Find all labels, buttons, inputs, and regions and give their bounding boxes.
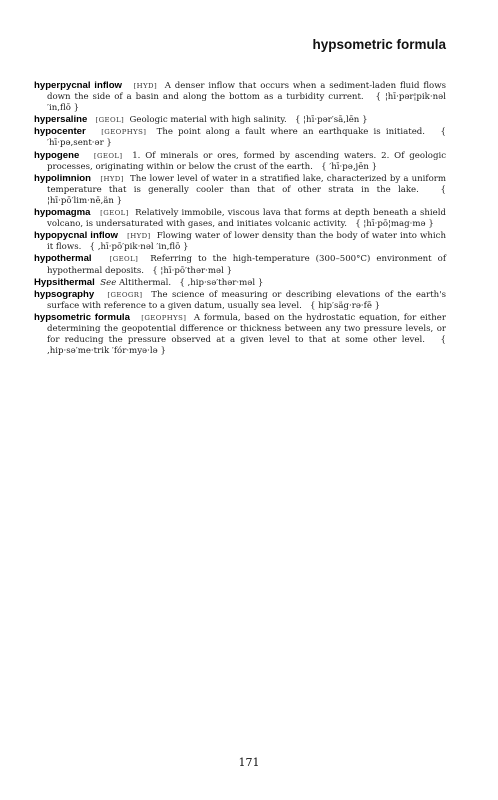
entry-hypsography xyxy=(34,289,446,312)
headword: hypolimnion xyxy=(34,172,92,184)
entry-hypolimnion xyxy=(34,173,446,207)
headword: hypersaline xyxy=(34,114,88,126)
definition: 1. Of minerals or ores, formed by ascending waters. 2. Of geologic processes, originating within or below the crust of the earth. xyxy=(47,150,447,172)
pronunciation: { ′hī·pə‚jēn } xyxy=(321,161,378,172)
cross-reference-target: Altithermal. xyxy=(119,277,172,288)
entry-hypomagma xyxy=(34,207,446,230)
headword: hypsometric formula xyxy=(34,311,130,323)
field-label: [GEOGR] xyxy=(107,290,143,299)
page-number: 171 xyxy=(238,756,260,769)
definition: The lower level of water in a stratified lake, characterized by a uniform temperature that is generally cooler than that of other strata in the lake. xyxy=(47,173,447,195)
pronunciation: { ¦hī·pō′lim·nē‚än } xyxy=(47,184,447,206)
field-label: [GEOL] xyxy=(95,116,125,125)
headword: hypogene xyxy=(34,149,80,161)
entry-hyperpycnal-inflow xyxy=(34,80,446,114)
cross-reference-label: See xyxy=(100,277,117,288)
definition: A formula, based on the hydrostatic equation, for either determining the geopotential difference or thickness between any two pressure levels, or for reducing the pressure observed at a given level to that at some other level. xyxy=(47,312,446,346)
pronunciation: { ¦hī·pō¦mag·mə } xyxy=(355,219,434,230)
pronunciation: { ′hī·pə‚sent·ər } xyxy=(47,127,446,149)
field-label: [HYD] xyxy=(100,174,124,183)
field-label: [HYD] xyxy=(133,82,158,90)
definition: Geologic material with high salinity. xyxy=(129,115,287,126)
headword: hypocenter xyxy=(34,126,86,138)
entry-hypsithermal xyxy=(34,277,446,289)
entry-hypopycnal-inflow xyxy=(34,230,446,253)
headword: hypomagma xyxy=(34,207,91,219)
field-label: [GEOL] xyxy=(100,209,129,218)
definition: Referring to the high-temperature (300–500°C) environment of hypothermal deposits. xyxy=(47,254,447,276)
headword: hyperpycnal inflow xyxy=(34,80,123,91)
pronunciation: { ‚hī·pō′pik·nəl ′in‚flō } xyxy=(89,242,189,253)
entry-hypothermal xyxy=(34,253,446,276)
pronunciation: { ¦hī·pər¦pik·nəl ′in‚flō } xyxy=(47,92,446,114)
definition: Relatively immobile, viscous lava that forms at depth beneath a shield volcano, is undersaturated with gases, and initiates volcanic activity. xyxy=(47,208,446,230)
pronunciation: { ‚hip·sə′me·trik ′fór·myə·lə } xyxy=(47,335,446,357)
running-head: hypsometric formula xyxy=(312,37,446,52)
entry-list xyxy=(34,80,446,357)
field-label: [GEOPHYS] xyxy=(141,313,187,322)
headword: hypsography xyxy=(34,288,95,300)
field-label: [GEOL] xyxy=(93,151,123,160)
definition: Flowing water of lower density than the body of water into which it flows. xyxy=(47,231,447,253)
headword: hypothermal xyxy=(34,253,92,265)
pronunciation: { ¦hī·pər′sā‚lēn } xyxy=(294,115,368,126)
field-label: [HYD] xyxy=(127,232,151,241)
definition: The science of measuring or describing elevations of the earth's surface with reference to a given datum, usually sea level. xyxy=(47,289,446,311)
headword: hypopycnal inflow xyxy=(34,230,119,242)
pronunciation: { ‚hip·sə′thər·məl } xyxy=(179,277,264,288)
entry-hypogene xyxy=(34,150,446,173)
entry-hypsometric-formula xyxy=(34,312,446,357)
field-label: [GEOPHYS] xyxy=(101,128,147,137)
pronunciation: { hip′säg·rə·fē } xyxy=(310,300,381,311)
headword: Hypsithermal xyxy=(34,276,95,288)
entry-hypersaline xyxy=(34,114,446,126)
field-label: [GEOL] xyxy=(109,255,139,264)
definition: A denser inflow that occurs when a sediment-laden fluid flows down the side of a basin and along the bottom as a turbidity current. xyxy=(47,81,446,103)
pronunciation: { ¦hī·pō′thər·məl } xyxy=(152,265,233,276)
definition: The point along a fault where an earthquake is initiated. xyxy=(156,127,426,138)
entry-hypocenter xyxy=(34,126,446,149)
